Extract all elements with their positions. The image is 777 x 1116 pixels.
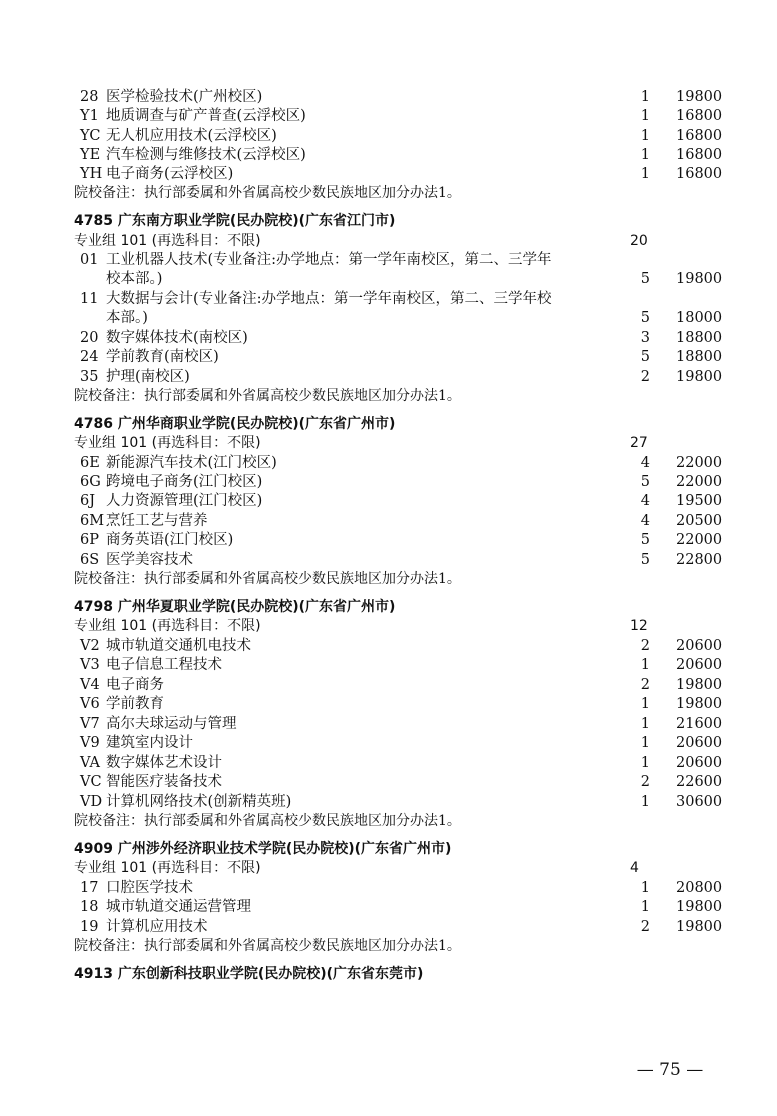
- school-header: 4913 广东创新科技职业学院(民办院校)(广东省东莞市): [74, 966, 424, 982]
- major-group: 专业组 101 (再选科目：不限): [74, 435, 261, 451]
- major-group: 专业组 101 (再选科目：不限): [74, 860, 261, 876]
- major-group: 专业组 101 (再选科目：不限): [74, 618, 261, 634]
- school-header: 4909 广州涉外经济职业技术学院(民办院校)(广东省广州市): [74, 841, 452, 857]
- group-count: 12: [630, 618, 648, 634]
- school-note: 院校备注：执行部委属和外省属高校少数民族地区加分办法1。: [74, 938, 461, 954]
- group-count: 4: [630, 860, 639, 876]
- school-note: 院校备注：执行部委属和外省属高校少数民族地区加分办法1。: [74, 185, 461, 201]
- school-note: 院校备注：执行部委属和外省属高校少数民族地区加分办法1。: [74, 571, 461, 587]
- group-count: 27: [630, 435, 648, 451]
- major-group: 专业组 101 (再选科目：不限): [74, 233, 261, 249]
- group-count: 20: [630, 233, 648, 249]
- school-header: 4798 广州华夏职业学院(民办院校)(广东省广州市): [74, 599, 396, 615]
- school-header: 4785 广东南方职业学院(民办院校)(广东省江门市): [74, 213, 396, 229]
- document-page: 28 医学检验技术(广州校区) 1 19800 Y1 地质调查与矿产普查(云浮校区) 1 16800 YC 无人机应用技术(云浮校区) 1 16800 YE 汽车检测与维修技术(云浮校区) 1 16800 YH 电子商务(云浮校区) 1 16800 院校备注：执行部委属和外省属高校少数民族地区加分办法1。 4785 广东南方职业学院(民办院校)(广东省江门市) 专业组 101 (再选科目：不限) 20 01 工业机器人技术(专业备注:办学地点：第一学年南校区，第二、三学年 校本部。) 5 19800 11 大数据与会计(专业备注:办学地点：第一学年南校区，第二、三学年校 本部。) 5 18000 20 数字媒体技术(南校区) 3 18800 24 学前教育(南校区) 5 18800 35 护理(南校区) 2 19800 院校备注：执行部委属和外省属高校少数民族地区加分办法1。 4786 广州华商职业学院(民办院校)(广东省广州市) 专业组 101 (再选科目：不限) 27 6E 新能源汽车技术(江门校区) 4 22000 6G 跨境电子商务(江门校区) 5 22000 6J 人力资源管理(江门校区) 4 19500 6M 烹饪工艺与营养 4 20500 6P 商务英语(江门校区) 5 22000 6S 医学美容技术 5 22800 院校备注：执行部委属和外省属高校少数民族地区加分办法1。 4798 广州华夏职业学院(民办院校)(广东省广州市) 专业组 101 (再选科目：不限) 12 V2 城市轨道交通机电技术 2 20600 V3 电子信息工程技术 1 20600 V4 电子商务 2 19800 V6 学前教育 1 19800 V7 高尔夫球运动与管理 1 21600 V9 建筑室内设计 1 20600 VA 数字媒体艺术设计 1 20600 VC 智能医疗装备技术 2 22600 VD 计算机网络技术(创新精英班) 1 30600 院校备注：执行部委属和外省属高校少数民族地区加分办法1。 4909 广州涉外经济职业技术学院(民办院校)(广东省广州市) 专业组 101 (再选科目：不限) 4 17 口腔医学技术 1 20800 18 城市轨道交通运营管理 1 19800 19 计算机应用技术 2 19800 院校备注：执行部委属和外省属高校少数民族地区加分办法1。 4913 广东创新科技职业学院(民办院校)(广东省东莞市) — 75 —: [74, 89, 723, 1080]
- school-note: 院校备注：执行部委属和外省属高校少数民族地区加分办法1。: [74, 813, 461, 829]
- school-header: 4786 广州华商职业学院(民办院校)(广东省广州市): [74, 416, 396, 432]
- school-note: 院校备注：执行部委属和外省属高校少数民族地区加分办法1。: [74, 388, 461, 404]
- page-number: — 75 —: [636, 1060, 704, 1080]
